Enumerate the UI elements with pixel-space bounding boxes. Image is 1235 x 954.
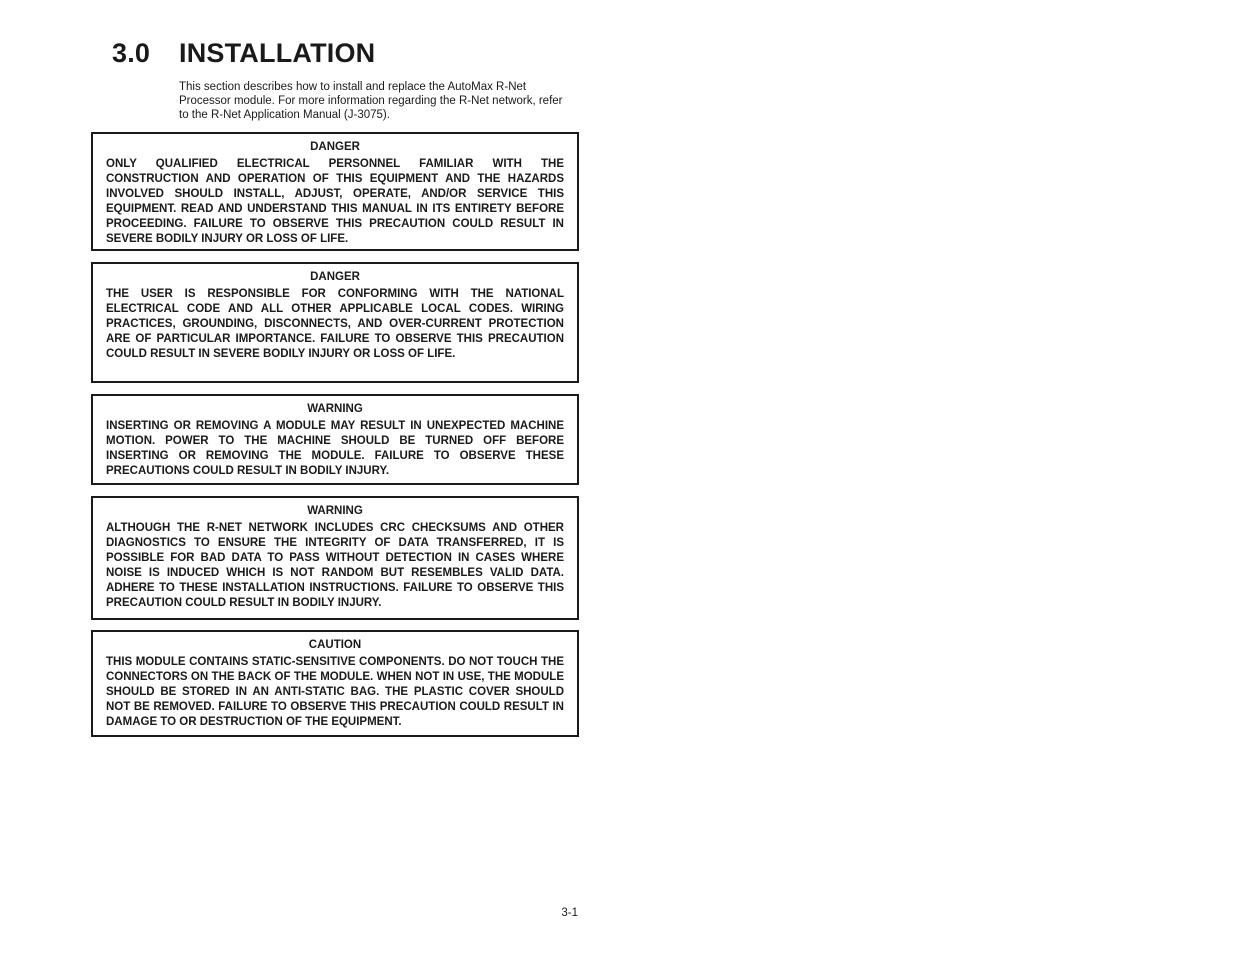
notice-type-label: CAUTION — [308, 639, 362, 651]
notice-text: INSERTING OR REMOVING A MODULE MAY RESULT IN UNEXPECTED MACHINE MOTION. POWER TO THE MACHINE SHOULD BE TURNED OFF BEFORE INSERTING OR REMOVING THE MODULE. FAILURE TO OBSERVE THESE PRECAUTIONS COULD RESULT IN BODILY INJURY. — [106, 420, 564, 477]
notice-type-label: WARNING — [307, 403, 363, 415]
page-number: 3-1 — [561, 907, 578, 919]
notice-text: THIS MODULE CONTAINS STATIC-SENSITIVE COMPONENTS. DO NOT TOUCH THE CONNECTORS ON THE BACK OF THE MODULE. WHEN NOT IN USE, THE MODULE SHOULD BE STORED IN AN ANTI-STATIC BAG. THE PLASTIC COVER SHOULD NOT BE REMOVED. FAILURE TO OBSERVE THIS PRECAUTION COULD RESULT IN DAMAGE TO OR DESTRUCTION OF THE EQUIPMENT. — [106, 656, 564, 728]
notice-type-label: WARNING — [307, 505, 363, 517]
notice-text: ONLY QUALIFIED ELECTRICAL PERSONNEL FAMILIAR WITH THE CONSTRUCTION AND OPERATION OF THIS EQUIPMENT AND THE HAZARDS INVOLVED SHOULD INSTALL, ADJUST, OPERATE, AND/OR SERVICE THIS EQUIPMENT. READ AND UNDERSTAND THIS MANUAL IN ITS ENTIRETY BEFORE PROCEEDING. FAILURE TO OBSERVE THIS PRECAUTION COULD RESULT IN SEVERE BODILY INJURY OR LOSS OF LIFE. — [106, 158, 564, 245]
section-title: INSTALLATION — [179, 38, 376, 68]
notice-text: THE USER IS RESPONSIBLE FOR CONFORMING WITH THE NATIONAL ELECTRICAL CODE AND ALL OTHER APPLICABLE LOCAL CODES. WIRING PRACTICES, GROUNDING, DISCONNECTS, AND OVER-CURRENT PROTECTION ARE OF PARTICULAR IMPORTANCE. FAILURE TO OBSERVE THIS PRECAUTION COULD RESULT IN SEVERE BODILY INJURY OR LOSS OF LIFE. — [106, 288, 564, 360]
caution-notice-static-sensitive — [91, 630, 579, 737]
notice-text: ALTHOUGH THE R-NET NETWORK INCLUDES CRC CHECKSUMS AND OTHER DIAGNOSTICS TO ENSURE THE INTEGRITY OF DATA TRANSFERRED, IT IS POSSIBLE FOR BAD DATA TO PASS WITHOUT DETECTION IN CASES WHERE NOISE IS INDUCED WHICH IS NOT RANDOM BUT RESEMBLES VALID DATA. ADHERE TO THESE INSTALLATION INSTRUCTIONS. FAILURE TO OBSERVE THIS PRECAUTION COULD RESULT IN BODILY INJURY. — [106, 522, 564, 609]
warning-notice-data-integrity — [91, 496, 579, 620]
notice-type-label: DANGER — [310, 271, 360, 283]
notice-type-label: DANGER — [310, 141, 360, 153]
section-number: 3.0 — [112, 38, 151, 68]
danger-notice-qualified-personnel — [91, 132, 579, 251]
section-intro: This section describes how to install and replace the AutoMax R-Net Processor module. For more information regarding the R-Net network, refer to the R-Net Application Manual (J-3075). — [179, 81, 563, 121]
section-heading — [112, 34, 375, 72]
danger-notice-electrical-codes — [91, 262, 579, 383]
warning-notice-machine-motion — [91, 394, 579, 485]
